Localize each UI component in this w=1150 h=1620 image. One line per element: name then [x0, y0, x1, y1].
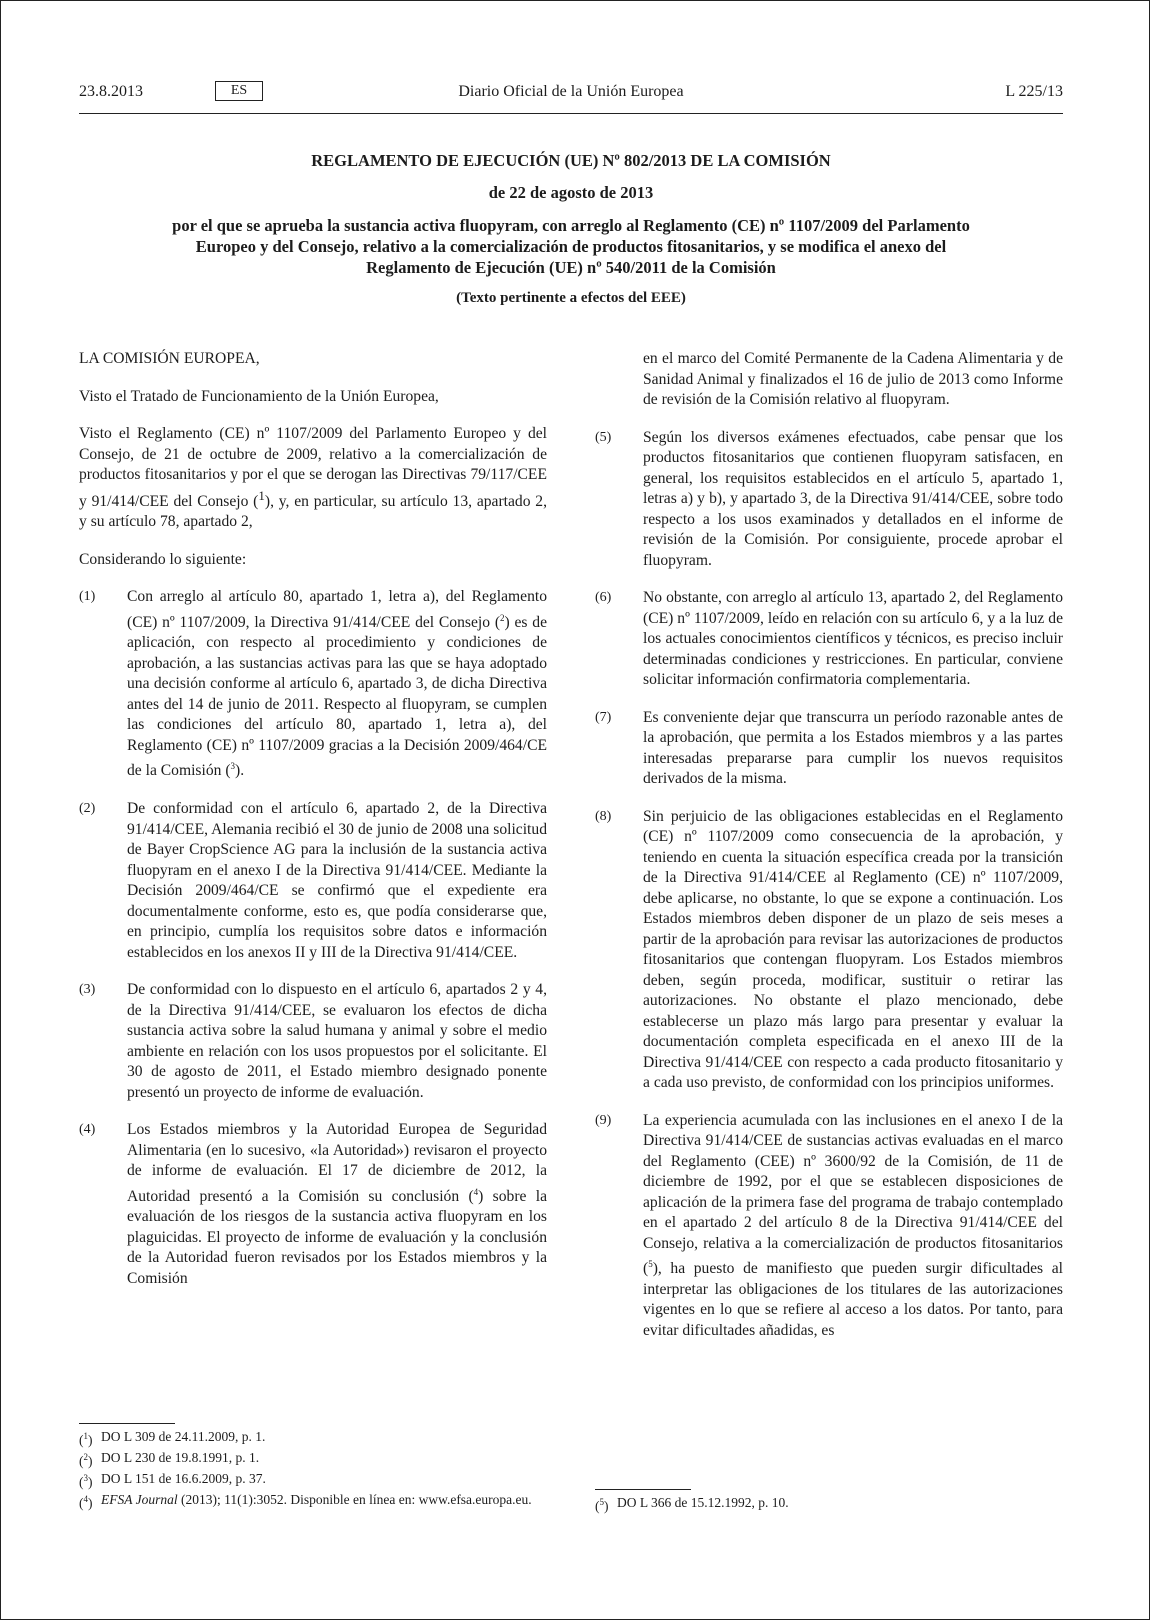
treaty-citation: Visto el Tratado de Funcionamiento de la Unión Europea,: [79, 387, 439, 405]
recital-9: (9) La experiencia acumulada con las inclusiones en el anexo I de la Directiva 91/414/CEE de sustancias activas evaluadas en el marco del Reglamento (CEE) nº 3600/92 de la Comisión, de 11 de diciembre de 1992, por el que se establecen disposiciones de aplicación de la primera fase del programa de trabajo contemplado en el apartado 2 del artículo 8 de la Directiva 91/414/CEE del Consejo, relativa a la comercialización de productos fitosanitarios ($^5$), ha puesto de manifiesto que pueden surgir dificultades al interpretar las obligaciones de los titulares de las autorizaciones vigentes en lo que se refiere al acceso a los datos. Por tanto, para evitar dificultades añadidas, es: [595, 1111, 1063, 1339]
recital-3: (3) De conformidad con lo dispuesto en el artículo 6, apartados 2 y 4, de la Directiva 91/414/CEE, se evaluaron los efectos de dicha sustancia activa sobre la salud humana y animal y sobre el medio ambiente en relación con los usos propuestos por el solicitante. El 30 de agosto de 2011, el Estado miembro designado ponente presentó un proyecto de informe de evaluación.: [79, 981, 547, 1101]
journal-header: [79, 81, 1063, 114]
regulation-number: REGLAMENTO DE EJECUCIÓN (UE) Nº 802/2013 DE LA COMISIÓN: [311, 151, 831, 170]
recital-8: (8) Sin perjuicio de las obligaciones establecidas en el Reglamento (CE) nº 1107/2009 como consecuencia de la aprobación, y teniendo en cuenta la situación específica creada por la transición de la Directiva 91/414/CEE al Reglamento (CE) nº 1107/2009, debe aplicarse, no obstante, lo que se expone a continuación. Los Estados miembros deben disponer de un plazo de seis meses a partir de la aprobación para revisar las autorizaciones de productos fitosanitarios que contengan fluopyram. Los Estados miembros deben, según proceda, modificar, sustituir o retirar las autorizaciones. No obstante el plazo mencionado, debe establecerse un plazo más largo para presentar y evaluar la documentación completa especificada en el anexo III de la Directiva 91/414/CEE con respecto a cada producto fitosanitario y a cada uso previsto, de conformidad con los principios uniformes.: [595, 807, 1063, 1091]
regulation-citation: Visto el Reglamento (CE) nº 1107/2009 del Parlamento Europeo y del Consejo, de 21 de octubre de 2009, relativo a la comercialización de productos fitosanitarios y por el que se derogan las Directivas 79/117/CEE y 91/414/CEE del Consejo ($^1$), y, en particular, su artículo 13, apartado 2, y su artículo 78, apartado 2,: [79, 425, 547, 531]
footnotes-left: [79, 1423, 547, 1512]
regulation-title: [79, 151, 1063, 307]
footnotes-right: [595, 1489, 1063, 1515]
language-badge: ES: [215, 81, 263, 101]
whereas-intro: Considerando lo siguiente:: [79, 550, 247, 568]
page-reference: L 225/13: [1005, 83, 1063, 100]
regulation-subject: por el que se aprueba la sustancia activa fluopyram, con arreglo al Reglamento (CE) nº 1107/2009 del Parlamento Europeo y del Consejo, relativo a la comercialización de productos fitosanitarios, y se modifica el anexo del Reglamento de Ejecución (UE) nº 540/2011 de la Comisión: [172, 216, 970, 277]
recital-4: (4) Los Estados miembros y la Autoridad Europea de Seguridad Alimentaria (en lo sucesivo, «la Autoridad») revisaron el proyecto de informe de evaluación. El 17 de diciembre de 2012, la Autoridad presentó a la Comisión su conclusión ($^4$) sobre la evaluación de los riesgos de la sustancia activa fluopyram en los plaguicidas. El proyecto de informe de evaluación y la conclusión de la Autoridad fueron revisados por los Estados miembros y la Comisión: [79, 1121, 547, 1287]
footnote-5: ($^5$) DO L 366 de 15.12.1992, p. 10.: [595, 1495, 789, 1514]
footnote-ref: 5: [648, 1259, 653, 1269]
regulation-date: de 22 de agosto de 2013: [488, 183, 654, 202]
recital-5: (5) Según los diversos exámenes efectuados, cabe pensar que los productos fitosanitarios que contienen fluopyram satisfacen, en general, los requisitos establecidos en el artículo 5, apartado 1, letras a) y b), y apartado 3, de la Directiva 91/414/CEE, sobre todo respecto a los usos examinados y detallados en el informe de revisión de la Comisión. Por consiguiente, procede aprobar el fluopyram.: [595, 428, 1063, 569]
footnote-4: ($^4$) EFSA Journal (2013); 11(1):3052. Disponible en línea en: www.efsa.europa.eu.: [79, 1492, 532, 1511]
recital-7: (7) Es conveniente dejar que transcurra un período razonable antes de la aprobación, que permita a los Estados miembros y a las partes interesadas prepararse para cumplir los nuevos requisitos derivados de la misma.: [595, 708, 1063, 787]
left-column: [79, 349, 547, 1306]
eea-relevance: (Texto pertinente a efectos del EEE): [456, 290, 686, 306]
recital-6: (6) No obstante, con arreglo al artículo 13, apartado 2, del Reglamento (CE) nº 1107/2009, leído en relación con su artículo 6, y a la luz de los actuales conocimientos científicos y técnicos, es preciso incluir determinadas condiciones y restricciones. En particular, conviene solicitar información confirmatoria complementaria.: [595, 589, 1063, 688]
footnote-ref: 1: [258, 487, 265, 503]
footnote-rule: [79, 1423, 175, 1424]
publication-date: 23.8.2013: [79, 83, 143, 100]
journal-name: Diario Oficial de la Unión Europea: [458, 83, 684, 100]
footnote-3: ($^3$) DO L 151 de 16.6.2009, p. 37.: [79, 1471, 266, 1490]
footnote-2: ($^2$) DO L 230 de 19.8.1991, p. 1.: [79, 1450, 260, 1469]
footnote-ref: 2: [500, 612, 505, 623]
footnote-ref: 4: [473, 1186, 479, 1197]
recital-2: (2) De conformidad con el artículo 6, apartado 2, de la Directiva 91/414/CEE, Alemania recibió el 30 de junio de 2008 una solicitud de Bayer CropScience AG para la inclusión de la sustancia activa fluopyram en el anexo I de la Directiva 91/414/CEE. Mediante la Decisión 2009/464/CE se confirmó que el expediente era documentalmente conforme, esto es, que podía considerarse que, en principio, cumplía los requisitos sobre datos e información establecidos en los anexos II y III de la Directiva 91/414/CEE.: [79, 800, 547, 961]
issuer: LA COMISIÓN EUROPEA,: [79, 350, 260, 367]
right-column: [595, 349, 1063, 1358]
footnote-ref: 3: [230, 761, 236, 772]
footnote-rule: [595, 1489, 691, 1490]
footnote-1: ($^1$) DO L 309 de 24.11.2009, p. 1.: [79, 1429, 266, 1448]
recital-1: (1) Con arreglo al artículo 80, apartado 1, letra a), del Reglamento (CE) nº 1107/2009, la Directiva 91/414/CEE del Consejo ($^2$) es de aplicación, con respecto al procedimiento y condiciones de aprobación, a las sustancias activas para las que se haya adoptado una decisión conforme al artículo 6, apartado 3, de dicha Directiva antes del 14 de junio de 2011. Respecto al fluopyram, se cumplen las condiciones del artículo 80, apartado 1, letra a), del Reglamento (CE) nº 1107/2009 gracias a la Decisión 2009/464/CE de la Comisión ($^3$).: [79, 588, 547, 780]
recital-4-continued: en el marco del Comité Permanente de la Cadena Alimentaria y de Sanidad Animal y finalizados el 16 de julio de 2013 como Informe de revisión de la Comisión relativo al fluopyram.: [643, 350, 1063, 408]
